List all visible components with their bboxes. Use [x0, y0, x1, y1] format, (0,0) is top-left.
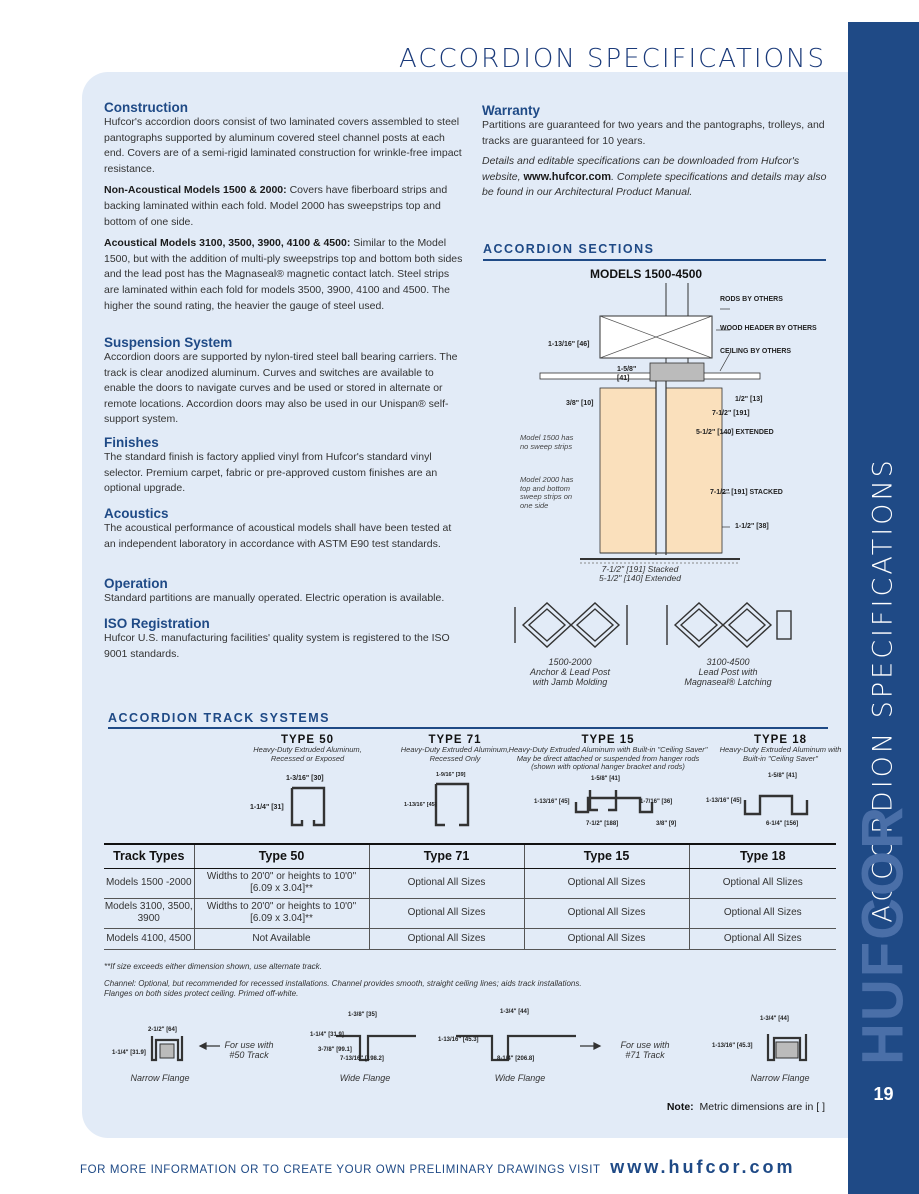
footer-text: FOR MORE INFORMATION OR TO CREATE YOUR OWN PRELIMINARY DRAWINGS VISIT	[80, 1164, 601, 1176]
sidebar-title: ACCORDION SPECIFICATIONS	[867, 457, 899, 923]
dim-b: 1-5/8"	[617, 366, 637, 373]
metric-note: Note: Metric dimensions are in [ ]	[666, 1101, 825, 1113]
operation-heading: Operation	[104, 576, 168, 591]
table-header: Track Types	[104, 844, 194, 868]
table-header: Type 15	[524, 844, 689, 868]
wf2-b: 1-13/16" [45.3]	[438, 1037, 479, 1043]
type-15-head: TYPE 15 Heavy-Duty Extruded Aluminum with Built-in "Ceiling Saver" May be direct attached or suspended from hanger rods (shown with optional hanger bracket and rods)	[508, 734, 708, 771]
dim-h: 1-1/2" [38]	[735, 523, 769, 530]
acoustics-heading: Acoustics	[104, 506, 169, 521]
nf2-h: 1-13/16" [45.3]	[712, 1043, 753, 1049]
table-footnote: **If size exceeds either dimension shown, use alternate track.	[104, 962, 322, 971]
table-header: Type 18	[689, 844, 836, 868]
t50-w: 1-3/16" [30]	[286, 775, 324, 782]
t18-w: 1-5/8" [41]	[768, 773, 797, 779]
table-header: Type 71	[369, 844, 524, 868]
nf1-caption: Narrow Flange	[130, 1073, 190, 1083]
t18-w2: 6-1/4" [156]	[766, 821, 799, 827]
finishes-section	[104, 435, 464, 497]
wf1-d: 7-13/16" [198.2]	[340, 1056, 384, 1062]
table-row	[104, 898, 836, 928]
pantograph-left-caption: 1500-2000 Anchor & Lead Post with Jamb Molding	[529, 657, 611, 687]
stack-dim: 7-1/2" [191] Stacked	[601, 564, 679, 574]
sections-heading: ACCORDION SECTIONS	[483, 242, 655, 256]
wf2-caption: Wide Flange	[494, 1073, 546, 1083]
ceiling-label: CEILING BY OTHERS	[720, 348, 792, 355]
page-number: 19	[873, 1084, 894, 1104]
pantograph-right-caption: 3100-4500 Lead Post with Magnaseal® Latching	[684, 657, 772, 687]
nf2-w: 1-3/4" [44]	[760, 1016, 789, 1022]
type-18-head: TYPE 18 Heavy-Duty Extruded Aluminum with Built-in "Ceiling Saver"	[719, 734, 842, 763]
finishes-text: The standard finish is factory applied vinyl from Hufcor's standard vinyl selector. Premium carpet, fabric or pre-approved custom finishes are an optional upgrade.	[104, 451, 438, 495]
tracks-heading: ACCORDION TRACK SYSTEMS	[108, 711, 331, 725]
acoustics-text: The acoustical performance of acoustical models shall have been tested at an independent laboratory in accordance with ASTM E90 test standards.	[104, 522, 452, 550]
dim-b2: [41]	[617, 375, 630, 382]
wf1-b: 1-1/4" [31.9]	[310, 1032, 344, 1038]
wf2-a: 1-3/4" [44]	[500, 1009, 529, 1015]
footer	[80, 1157, 796, 1178]
dim-e: 7-1/2" [191]	[712, 410, 750, 417]
t50-h: 1-1/4" [31]	[250, 804, 284, 811]
wf1-caption: Wide Flange	[339, 1073, 391, 1083]
models-title: MODELS 1500-4500	[590, 267, 703, 281]
track-types-table	[104, 843, 836, 950]
operation-section	[104, 576, 464, 607]
table-cell: Optional All Sizes	[689, 898, 836, 928]
table-cell: Optional All Sizes	[369, 898, 524, 928]
table-cell: Optional All Slizes	[689, 868, 836, 898]
t15-w2: 7-1/2" [188]	[586, 821, 619, 827]
table-row	[104, 928, 836, 949]
model-1500-note: Model 1500 has no sweep strips	[520, 433, 574, 451]
t15-h2: 1-7/16" [36]	[640, 799, 673, 805]
table-cell: Optional All Sizes	[524, 868, 689, 898]
wf1-a: 1-3/8" [35]	[348, 1012, 377, 1018]
table-row	[104, 868, 836, 898]
construction-heading: Construction	[104, 100, 188, 115]
suspension-text: Accordion doors are supported by nylon-tired steel ball bearing carriers. The track is clear anodized aluminum. Curves and switches are available to enable the doors to navigate curves and be used or stored in alternate or remote locations. Accordion doors may also be used in our Unispan® self-support system.	[104, 351, 458, 426]
table-cell: Widths to 20'0" or heights to 10'0" [6.09 x 3.04]**	[194, 898, 369, 928]
extend-dim: 5-1/2" [140] Extended	[599, 573, 681, 583]
t15-h: 1-13/16" [45]	[534, 799, 570, 805]
page-title: ACCORDION SPECIFICATIONS	[399, 44, 826, 74]
type-50-head: TYPE 50 Heavy-Duty Extruded Aluminum, Recessed or Exposed	[253, 734, 362, 763]
warranty-section	[482, 103, 827, 201]
construction-text: Hufcor's accordion doors consist of two laminated covers assembled to steel pantographs supported by aluminum covered steel channel posts at each end. Covers are of a semi-rigid laminated construction for wrinkle-free impact resistance.	[104, 116, 462, 175]
header-label: WOOD HEADER BY OTHERS	[720, 325, 817, 332]
tracks-rule	[108, 727, 828, 729]
sections-rule	[483, 259, 826, 261]
website-link[interactable]: www.hufcor.com	[523, 170, 612, 183]
rods-label: RODS BY OTHERS	[720, 296, 783, 303]
table-cell: Optional All Sizes	[369, 868, 524, 898]
warranty-heading: Warranty	[482, 103, 541, 118]
suspension-section	[104, 335, 464, 428]
acoustical-text: Acoustical Models 3100, 3500, 3900, 4100 & 4500: Similar to the Model 1500, but with the addition of multi-ply sweepstrips top and bottom both sides and the lead post has the Magnaseal® magnetic contact latch. Steel strips are laminated within each fold for models 3500, 3900, 4100 and 4500. The higher the sound rating, the heavier the gauge of steel used.	[104, 237, 463, 312]
t71-h: 1-13/16" [45]	[404, 802, 437, 808]
table-cell: Widths to 20'0" or heights to 10'0" [6.09 x 3.04]**	[194, 868, 369, 898]
pantograph-diagrams	[515, 597, 800, 655]
model-2000-note: Model 2000 has top and bottom sweep strips on one side	[520, 475, 574, 510]
construction-section	[104, 100, 464, 314]
operation-text: Standard partitions are manually operated. Electric operation is available.	[104, 592, 445, 604]
brand-logo: HUFCOR	[850, 804, 916, 1066]
iso-heading: ISO Registration	[104, 616, 210, 631]
t71-w: 1-9/16" [39]	[436, 772, 466, 778]
dim-g: 7-1/2" [191] STACKED	[710, 489, 783, 496]
iso-section	[104, 616, 464, 662]
table-header: Type 50	[194, 844, 369, 868]
sidebar-top-gap	[848, 0, 919, 22]
t15-w3: 3/8" [9]	[656, 821, 677, 827]
acoustics-section	[104, 506, 464, 552]
table-cell: Optional All Sizes	[524, 928, 689, 949]
dim-c: 3/8" [10]	[566, 400, 594, 407]
use-50-note: For use with #50 Track	[224, 1040, 274, 1060]
iso-text: Hufcor U.S. manufacturing facilities' quality system is registered to the ISO 9001 standards.	[104, 632, 450, 660]
nf2-caption: Narrow Flange	[750, 1073, 810, 1083]
nf1-h: 1-1/4" [31.9]	[112, 1050, 146, 1056]
table-cell: Optional All Sizes	[369, 928, 524, 949]
wf2-c: 8-1/4" [206.8]	[497, 1056, 535, 1062]
download-note: Details and editable specifications can be downloaded from Hufcor's website, www.hufcor.com. Complete specifications and details may also be found in our Architectural Product Manual.	[482, 155, 827, 199]
table-cell: Models 4100, 4500	[104, 928, 194, 949]
channel-note-2: Flanges on both sides protect ceiling. Primed off-white.	[104, 989, 299, 998]
table-cell: Models 3100, 3500, 3900	[104, 898, 194, 928]
type-71-head: TYPE 71 Heavy-Duty Extruded Aluminum, Recessed Only	[400, 734, 510, 763]
t18-h: 1-13/16" [45]	[706, 798, 742, 804]
channel-note-1: Channel: Optional, but recommended for recessed installations. Channel provides smooth, straight ceiling lines; aids track installations.	[104, 979, 582, 988]
dim-d: 1/2" [13]	[735, 396, 763, 403]
table-cell: Models 1500 -2000	[104, 868, 194, 898]
use-71-note: For use with #71 Track	[620, 1040, 670, 1060]
non-acoustical-text: Non-Acoustical Models 1500 & 2000: Covers have fiberboard strips and backing laminated within each fold. Model 2000 has sweepstrips top and bottom of one side.	[104, 184, 448, 228]
footer-url[interactable]: www.hufcor.com	[610, 1157, 796, 1177]
t15-w: 1-5/8" [41]	[591, 776, 620, 782]
nf1-w: 2-1/2" [64]	[148, 1027, 177, 1033]
warranty-text: Partitions are guaranteed for two years and the pantographs, trolleys, and tracks are guaranteed for 10 years.	[482, 119, 825, 147]
suspension-heading: Suspension System	[104, 335, 233, 350]
table-header-row	[104, 844, 836, 868]
table-cell: Optional All Sizes	[524, 898, 689, 928]
dim-a: 1-13/16" [46]	[548, 341, 590, 348]
table-cell: Not Available	[194, 928, 369, 949]
wf1-c: 3-7/8" [99.1]	[318, 1047, 352, 1053]
finishes-heading: Finishes	[104, 435, 159, 450]
dim-f: 5-1/2" [140] EXTENDED	[696, 429, 774, 436]
table-cell: Optional All Sizes	[689, 928, 836, 949]
